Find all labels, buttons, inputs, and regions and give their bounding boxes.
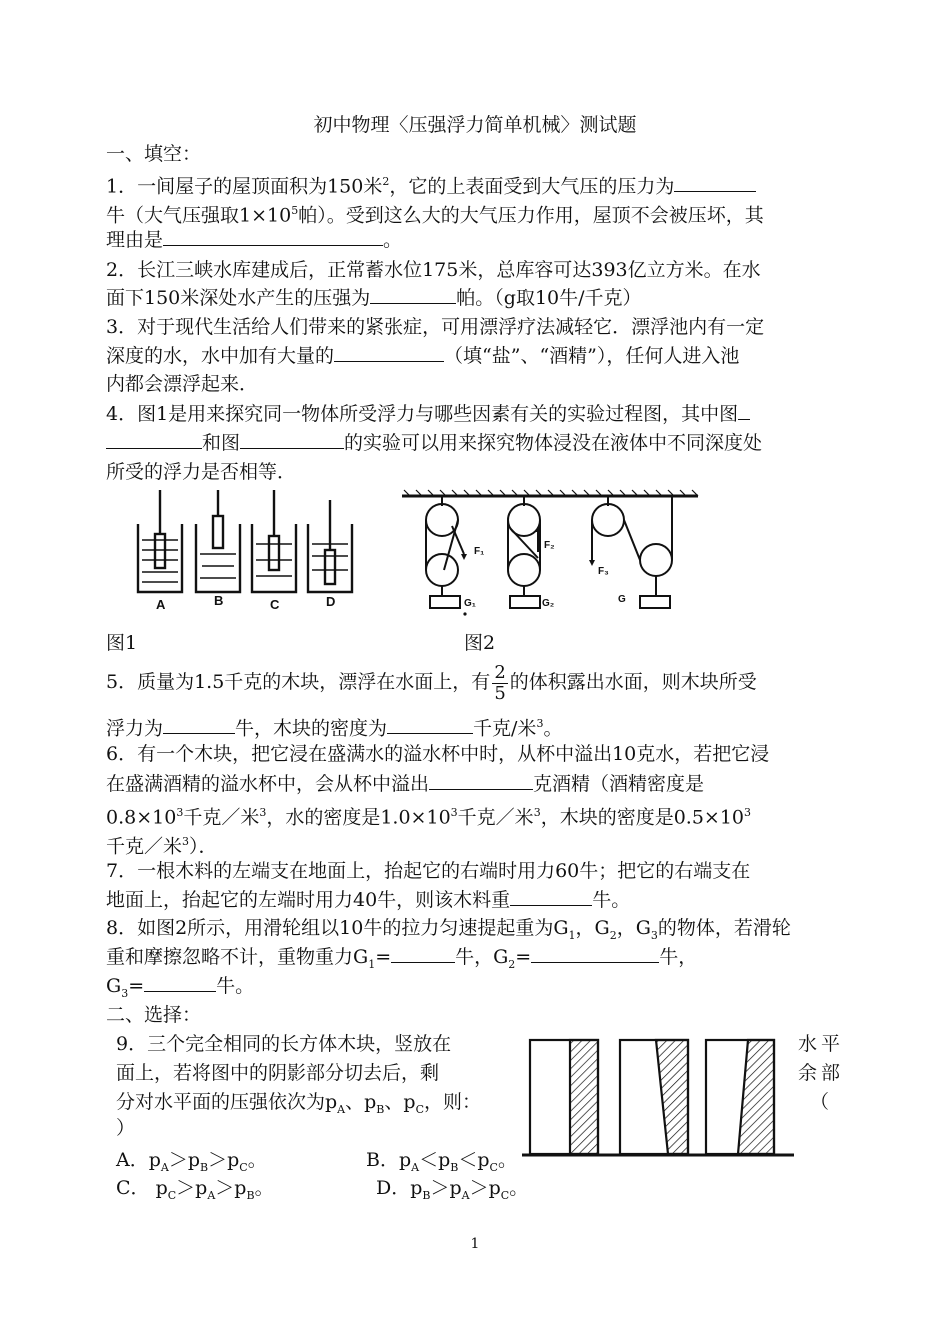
answer-blank[interactable] <box>240 430 344 449</box>
question-9-line-3: 分对水平面的压强依次为$p_A$、$p_B$、$p_C$，则： <box>116 1091 481 1116</box>
page-number: 1 <box>470 1236 480 1252</box>
answer-blank[interactable] <box>738 401 750 420</box>
question-6-line-4: 千克／米$^3$）． <box>106 835 218 858</box>
question-8-line-3: $G_3=$ 牛。 <box>106 975 255 1000</box>
figure-2-pulleys <box>400 488 710 618</box>
question-6-line-3: $0.8\times 10^3$千克／米$^3$，水的密度是$1.0\times 10^3$千克／米$^3$，木块的密度是$0.5\times 10^3$ <box>106 806 752 829</box>
question-9-line-1: 9．三个完全相同的长方体木块，竖放在 <box>116 1033 452 1055</box>
question-4-line-1: 4．图1是用来探究同一物体所受浮力与哪些因素有关的实验过程图，其中图 <box>106 400 750 428</box>
beaker-label-d: D <box>326 594 336 609</box>
question-7-line-2: 地面上，抬起它的左端时用力40牛，则该木料重 牛。 <box>106 889 631 911</box>
answer-blank[interactable] <box>531 944 659 963</box>
section-fill-blank-heading: 一、填空： <box>106 143 202 165</box>
question-1-line-2: 牛（大气压强取$1\times 10^5$帕）。受到这么大的大气压力作用，屋顶不会被压坏，其 <box>106 204 764 227</box>
question-3-line-3: 内都会漂浮起来． <box>106 373 259 395</box>
answer-blank[interactable] <box>163 227 383 246</box>
question-2-line-2: 面下150米深处水产生的压强为 帕。（g取10牛/千克） <box>106 287 642 309</box>
question-7-line-1: 7．一根木料的左端支在地面上，抬起它的右端时用力60牛；把它的右端支在 <box>106 860 751 882</box>
question-1-line-3: 理由是 。 <box>106 229 403 251</box>
option-b[interactable]: B．$p_A<p_B<p_C$。 <box>366 1149 517 1174</box>
question-9-line-2: 面上，若将图中的阴影部分切去后，剩 <box>116 1062 440 1084</box>
question-1-line-1: 1．一间屋子的屋顶面积为150米$^2$，它的上表面受到大气压的压力为 <box>106 168 756 200</box>
figure-three-blocks <box>520 1034 796 1166</box>
answer-blank[interactable] <box>370 285 456 304</box>
question-9-line-2-tail: 余部 <box>798 1062 845 1084</box>
figure-2-caption: 图2 <box>464 632 496 654</box>
question-3-line-1: 3．对于现代生活给人们带来的紧张症，可用漂浮疗法减轻它．漂浮池内有一定 <box>106 316 765 338</box>
answer-blank[interactable] <box>387 715 473 734</box>
beaker-label-b: B <box>214 593 224 608</box>
answer-blank[interactable] <box>334 343 444 362</box>
question-2-line-1: 2．长江三峡水库建成后，正常蓄水位175米，总库容可达393亿立方米。在水 <box>106 259 761 281</box>
question-6-line-1: 6．有一个木块，把它浸在盛满水的溢水杯中时，从杯中溢出10克水，若把它浸 <box>106 743 770 765</box>
question-5-line-2: 浮力为 牛，木块的密度为 千克/米$^3$。 <box>106 717 563 740</box>
answer-blank[interactable] <box>391 944 455 963</box>
question-3-line-2: 深度的水，水中加有大量的 （填“盐”、“酒精”），任何人进入池 <box>106 345 740 367</box>
force-label-f2: F₂ <box>544 540 555 551</box>
answer-blank[interactable] <box>674 173 756 192</box>
question-4-line-3: 所受的浮力是否相等． <box>106 461 297 483</box>
section-choice-heading: 二、选择： <box>106 1004 202 1026</box>
option-c[interactable]: C． $p_C>p_A>p_B$。 <box>116 1177 274 1202</box>
fraction-two-fifths: $\frac{2}{5}$ <box>494 661 506 704</box>
question-8-line-1: 8．如图2所示，用滑轮组以10牛的拉力匀速提起重为$G_1$，$G_2$，$G_3$的物体，若滑轮 <box>106 917 791 942</box>
question-9-line-3-tail: （ <box>810 1091 830 1113</box>
page-title: 初中物理〈压强浮力简单机械〉测试题 <box>313 114 637 136</box>
answer-blank[interactable] <box>510 887 592 906</box>
answer-blank[interactable] <box>163 715 235 734</box>
question-6-line-2: 在盛满酒精的溢水杯中，会从杯中溢出 克酒精（酒精密度是 <box>106 773 705 795</box>
question-9-line-1-tail: 水平 <box>798 1033 845 1055</box>
weight-label-g: G <box>618 594 626 605</box>
beaker-label-a: A <box>156 597 166 612</box>
question-9-line-4: ） <box>116 1117 136 1139</box>
answer-blank[interactable] <box>144 973 216 992</box>
question-8-line-2: 重和摩擦忽略不计，重物重力$G_1=$ 牛，$G_2=$ 牛， <box>106 946 698 971</box>
question-5-line-1: 5．质量为1.5千克的木块，漂浮在水面上，有 $\frac{2}{5}$ 的体积露出水面，则木块所受 <box>106 661 757 704</box>
question-4-line-2: 和图 的实验可以用来探究物体浸没在液体中不同深度处 <box>106 429 762 457</box>
weight-label-g1: G₁ <box>464 598 476 609</box>
force-label-f3: F₃ <box>598 566 609 577</box>
beaker-label-c: C <box>270 597 280 612</box>
force-label-f1: F₁ <box>474 546 485 557</box>
answer-blank[interactable] <box>429 771 533 790</box>
figure-1-caption: 图1 <box>106 632 138 654</box>
option-a[interactable]: A．$p_A>p_B>p_C$。 <box>116 1149 267 1174</box>
weight-label-g2: G₂ <box>542 598 555 609</box>
figure-1-beakers <box>130 484 360 614</box>
answer-blank[interactable] <box>106 430 202 449</box>
option-d[interactable]: D．$p_B>p_A>p_C$。 <box>376 1177 529 1202</box>
